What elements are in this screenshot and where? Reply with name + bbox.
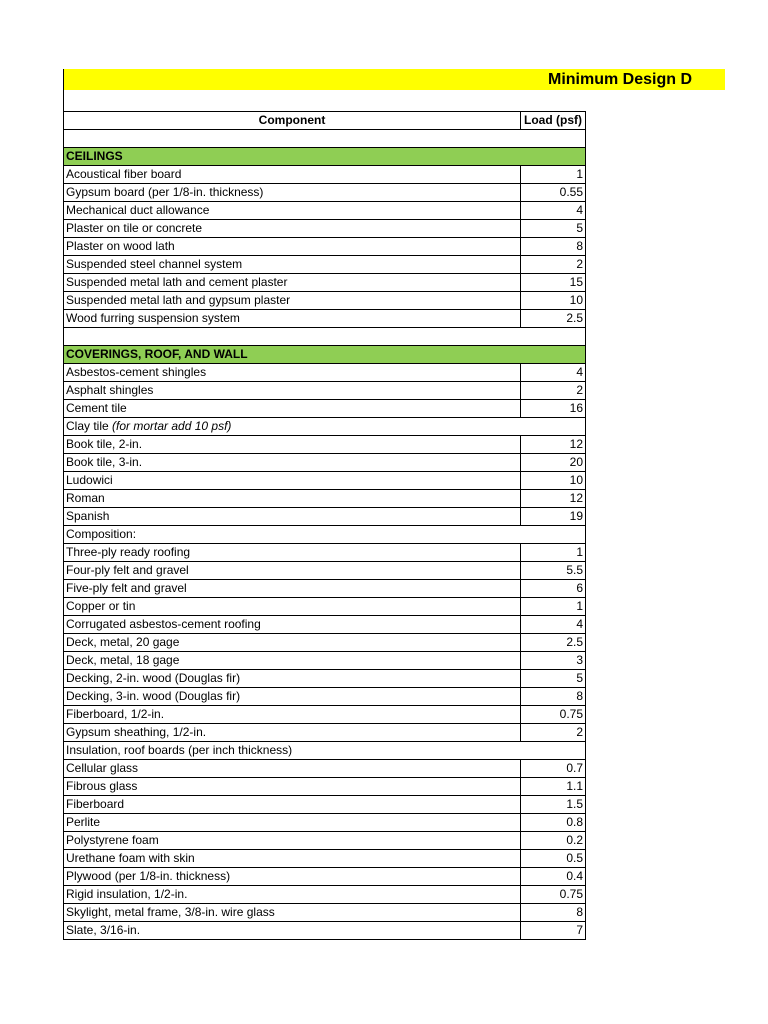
component-cell [64,292,521,310]
component-cell [64,256,521,274]
component-cell [64,742,521,760]
load-cell: 10 [521,472,586,490]
blank-cell [64,328,586,346]
component-label: Mechanical duct allowance [66,203,210,217]
component-label: Copper or tin [66,599,136,613]
table-row [64,922,586,940]
table-row [64,598,586,616]
component-cell [64,220,521,238]
title-band [63,69,725,90]
load-cell: 1 [521,544,586,562]
design-load-table [63,111,586,940]
load-cell: 5.5 [521,562,586,580]
component-cell [64,418,521,436]
table-row [64,436,586,454]
component-cell [64,670,521,688]
component-label: Book tile, 3-in. [66,455,143,469]
load-cell: 1.5 [521,796,586,814]
load-cell: 19 [521,508,586,526]
table-row [64,202,586,220]
blank-row [64,328,586,346]
component-label: Plaster on wood lath [66,239,175,253]
component-cell [64,904,521,922]
component-label: Skylight, metal frame, 3/8-in. wire glass [66,905,275,919]
table-row [64,544,586,562]
component-label: Wood furring suspension system [66,311,240,325]
load-cell: 1 [521,166,586,184]
component-cell [64,886,521,904]
load-cell: 0.55 [521,184,586,202]
component-label: Clay tile [66,419,113,433]
table-row [64,670,586,688]
component-label: Spanish [66,509,110,523]
component-label: Deck, metal, 18 gage [66,653,180,667]
component-cell [64,814,521,832]
load-cell: 4 [521,364,586,382]
table-row [64,652,586,670]
component-cell [64,544,521,562]
load-cell: 1 [521,598,586,616]
load-cell: 5 [521,670,586,688]
table-row [64,688,586,706]
component-cell [64,688,521,706]
component-cell [64,472,521,490]
component-label: Plaster on tile or concrete [66,221,203,235]
component-cell [64,166,521,184]
component-label: Polystyrene foam [66,833,159,847]
component-label: Rigid insulation, 1/2-in. [66,887,188,901]
section-heading: CEILINGS [64,148,586,166]
table-row [64,292,586,310]
component-label: Suspended metal lath and cement plaster [66,275,288,289]
table-row [64,616,586,634]
load-cell: 0.5 [521,850,586,868]
component-cell [64,274,521,292]
load-cell: 0.4 [521,868,586,886]
component-label: Suspended metal lath and gypsum plaster [66,293,291,307]
component-label: Asbestos-cement shingles [66,365,207,379]
load-cell: 0.2 [521,832,586,850]
component-cell [64,382,521,400]
load-cell: 6 [521,580,586,598]
load-cell: 12 [521,490,586,508]
component-cell [64,400,521,418]
component-cell [64,562,521,580]
component-label: Gypsum sheathing, 1/2-in. [66,725,207,739]
component-cell [64,490,521,508]
load-cell: 7 [521,922,586,940]
component-cell [64,760,521,778]
component-label: Insulation, roof boards (per inch thickness) [66,743,293,757]
component-cell [64,868,521,886]
component-cell [64,310,521,328]
table-row [64,796,586,814]
table-row [64,832,586,850]
load-cell: 16 [521,400,586,418]
component-cell [64,616,521,634]
component-cell [64,364,521,382]
load-cell: 0.75 [521,706,586,724]
load-cell: 0.8 [521,814,586,832]
component-label: Acoustical fiber board [66,167,182,181]
component-note: (for mortar add 10 psf) [112,419,232,433]
component-cell [64,526,521,544]
component-cell [64,724,521,742]
component-label: Suspended steel channel system [66,257,243,271]
table-row [64,778,586,796]
section-heading: COVERINGS, ROOF, AND WALL [64,346,586,364]
load-cell: 20 [521,454,586,472]
load-cell: 1.1 [521,778,586,796]
load-cell: 2 [521,256,586,274]
component-label: Roman [66,491,105,505]
table-row [64,706,586,724]
table-row [64,256,586,274]
component-cell [64,850,521,868]
table-row [64,508,586,526]
component-cell [64,508,521,526]
component-cell [64,184,521,202]
component-cell [64,454,521,472]
table-row [64,400,586,418]
load-cell: 12 [521,436,586,454]
component-cell [64,832,521,850]
blank-row [64,130,586,148]
table-row [64,760,586,778]
table-row [64,274,586,292]
table-row [64,562,586,580]
component-label: Urethane foam with skin [66,851,195,865]
page-title: Minimum Design D [548,71,693,88]
component-label: Fiberboard, 1/2-in. [66,707,165,721]
column-edge [63,90,64,111]
component-label: Gypsum board (per 1/8-in. thickness) [66,185,264,199]
component-cell [64,922,521,940]
section-heading-row [64,346,586,364]
table-row [64,868,586,886]
component-label: Decking, 3-in. wood (Douglas fir) [66,689,241,703]
component-label: Slate, 3/16-in. [66,923,141,937]
header-row [64,112,586,130]
table-row [64,238,586,256]
load-cell: 5 [521,220,586,238]
component-header: Component [64,112,521,130]
component-label: Plywood (per 1/8-in. thickness) [66,869,231,883]
component-label: Book tile, 2-in. [66,437,143,451]
component-cell [64,796,521,814]
table-row [64,904,586,922]
load-cell: 0.75 [521,886,586,904]
load-cell: 2 [521,724,586,742]
load-cell [521,418,586,436]
load-header: Load (psf) [521,112,586,130]
component-label: Four-ply felt and gravel [66,563,189,577]
component-label: Asphalt shingles [66,383,154,397]
load-cell: 8 [521,238,586,256]
table-row [64,580,586,598]
component-cell [64,652,521,670]
section-heading-row [64,148,586,166]
component-cell [64,634,521,652]
table-row [64,634,586,652]
component-label: Deck, metal, 20 gage [66,635,180,649]
component-label: Corrugated asbestos-cement roofing [66,617,261,631]
load-cell: 4 [521,202,586,220]
component-label: Three-ply ready roofing [66,545,191,559]
table-row [64,364,586,382]
table-row [64,184,586,202]
table-row [64,814,586,832]
table-row [64,310,586,328]
component-cell [64,706,521,724]
table-row [64,886,586,904]
table-row [64,418,586,436]
table-row [64,472,586,490]
component-label: Perlite [66,815,101,829]
component-label: Ludowici [66,473,113,487]
load-cell: 10 [521,292,586,310]
component-cell [64,580,521,598]
load-cell: 2.5 [521,634,586,652]
load-cell: 2.5 [521,310,586,328]
load-cell [521,526,586,544]
table-row [64,454,586,472]
table-row [64,742,586,760]
load-cell: 3 [521,652,586,670]
table-row [64,382,586,400]
component-cell [64,778,521,796]
load-cell: 15 [521,274,586,292]
load-cell: 2 [521,382,586,400]
component-label: Fiberboard [66,797,125,811]
component-cell [64,598,521,616]
component-label: Cement tile [66,401,127,415]
component-cell [64,202,521,220]
table-row [64,850,586,868]
load-cell: 0.7 [521,760,586,778]
table-row [64,166,586,184]
load-cell [521,742,586,760]
load-cell: 4 [521,616,586,634]
blank-cell [64,130,586,148]
table-row [64,526,586,544]
component-label: Composition: [66,527,137,541]
component-label: Decking, 2-in. wood (Douglas fir) [66,671,241,685]
load-cell: 8 [521,904,586,922]
table-row [64,220,586,238]
load-cell: 8 [521,688,586,706]
table-row [64,490,586,508]
component-cell [64,238,521,256]
component-cell [64,436,521,454]
table-row [64,724,586,742]
component-label: Five-ply felt and gravel [66,581,187,595]
component-label: Cellular glass [66,761,139,775]
component-label: Fibrous glass [66,779,138,793]
